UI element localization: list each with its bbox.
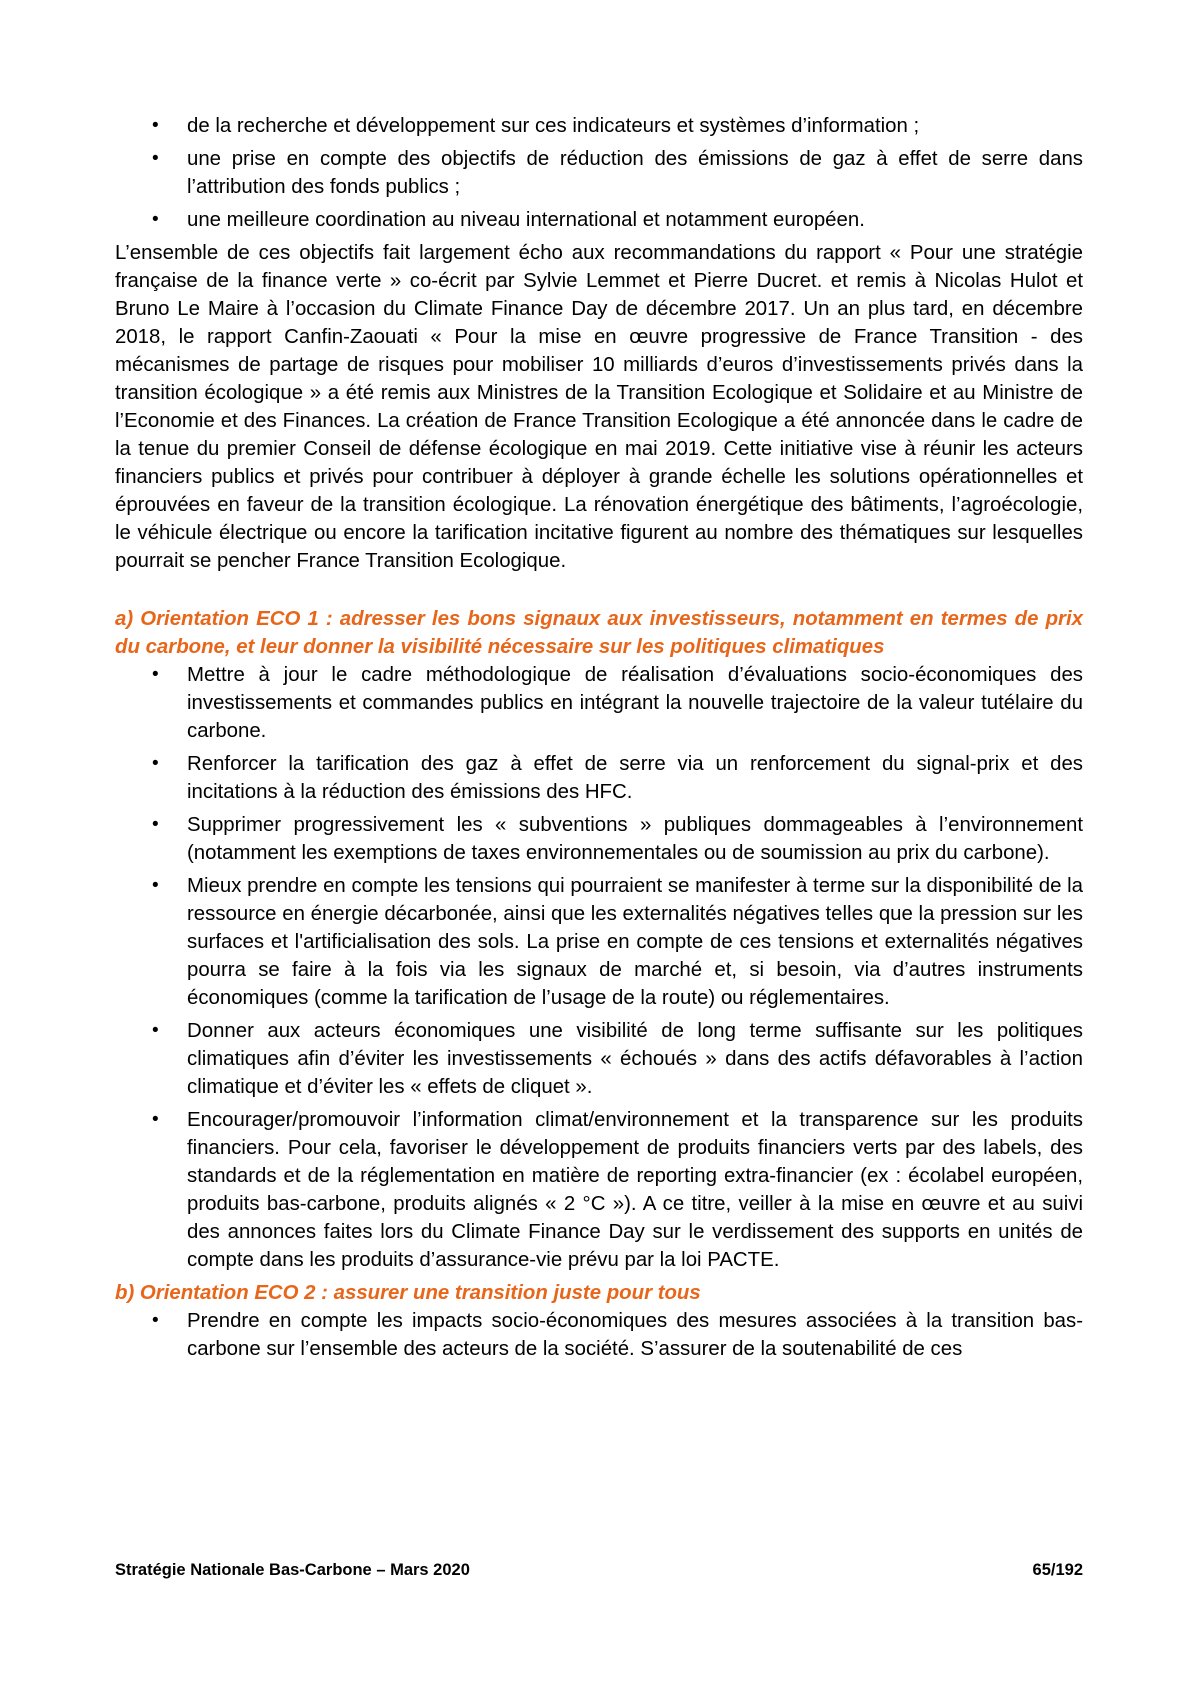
list-item: • de la recherche et développement sur ces indicateurs et systèmes d’information ; xyxy=(115,112,1083,140)
page-content xyxy=(115,112,1083,1368)
footer-title: Stratégie Nationale Bas-Carbone – Mars 2020 xyxy=(115,1561,470,1579)
bullet-icon: • xyxy=(152,814,159,835)
bullet-icon: • xyxy=(152,664,159,685)
eco1-bullet-list xyxy=(115,661,1083,1274)
bullet-icon: • xyxy=(152,1310,159,1331)
intro-bullet-list xyxy=(115,112,1083,234)
body-paragraph: L’ensemble de ces objectifs fait largement écho aux recommandations du rapport « Pour une stratégie française de la finance verte » co-écrit par Sylvie Lemmet et Pierre Ducret. et remis à Nicolas Hulot et Bruno Le Maire à l’occasion du Climate Finance Day de décembre 2017. Un an plus tard, en décembre 2018, le rapport Canfin-Zaouati « Pour la mise en œuvre progressive de France Transition - des mécanismes de partage de risques pour mobiliser 10 milliards d’euros d’investissements privés dans la transition écologique » a été remis aux Ministres de la Transition Ecologique et Solidaire et au Ministre de l’Economie et des Finances. La création de France Transition Ecologique a été annoncée dans le cadre de la tenue du premier Conseil de défense écologique en mai 2019. Cette initiative vise à réunir les acteurs financiers publics et privés pour contribuer à déployer à grande échelle les solutions opérationnelles et éprouvées en faveur de la transition écologique. La rénovation énergétique des bâtiments, l’agroécologie, le véhicule électrique ou encore la tarification incitative figurent au nombre des thématiques sur lesquelles pourrait se pencher France Transition Ecologique. xyxy=(115,242,1083,572)
section-heading-eco1: a) Orientation ECO 1 : adresser les bons signaux aux investisseurs, notamment en termes de prix du carbone, et leur donner la visibilité nécessaire sur les politiques climatiques xyxy=(115,608,1083,658)
eco2-bullet-list xyxy=(115,1307,1083,1363)
section-heading-eco2: b) Orientation ECO 2 : assurer une transition juste pour tous xyxy=(115,1282,701,1304)
list-item: • Supprimer progressivement les « subventions » publiques dommageables à l’environnement (notamment les exemptions de taxes environnementales ou de soumission au prix du carbone). xyxy=(115,811,1083,867)
bullet-icon: • xyxy=(152,1020,159,1041)
bullet-icon: • xyxy=(152,753,159,774)
list-item: • Donner aux acteurs économiques une visibilité de long terme suffisante sur les politiques climatiques afin d’éviter les investissements « échoués » dans des actifs défavorables à l’action climatique et d’éviter les « effets de cliquet ». xyxy=(115,1017,1083,1101)
list-item: • une meilleure coordination au niveau international et notamment européen. xyxy=(115,206,1083,234)
bullet-icon: • xyxy=(152,115,159,136)
bullet-icon: • xyxy=(152,209,159,230)
bullet-icon: • xyxy=(152,1109,159,1130)
list-item: • Prendre en compte les impacts socio-économiques des mesures associées à la transition bas-carbone sur l’ensemble des acteurs de la société. S’assurer de la soutenabilité de ces xyxy=(115,1307,1083,1363)
bullet-icon: • xyxy=(152,875,159,896)
list-item: • Renforcer la tarification des gaz à effet de serre via un renforcement du signal-prix et des incitations à la réduction des émissions des HFC. xyxy=(115,750,1083,806)
list-item: • Encourager/promouvoir l’information climat/environnement et la transparence sur les produits financiers. Pour cela, favoriser le développement de produits financiers verts par des labels, des standards et de la réglementation en matière de reporting extra-financier (ex : écolabel européen, produits bas-carbone, produits alignés « 2 °C »). A ce titre, veiller à la mise en œuvre et au suivi des annonces faites lors du Climate Finance Day sur le verdissement des supports en unités de compte dans les produits d’assurance-vie prévu par la loi PACTE. xyxy=(115,1106,1083,1274)
list-item: • Mettre à jour le cadre méthodologique de réalisation d’évaluations socio-économiques des investissements et commandes publics en intégrant la nouvelle trajectoire de la valeur tutélaire du carbone. xyxy=(115,661,1083,745)
bullet-icon: • xyxy=(152,148,159,169)
page-number: 65/192 xyxy=(1032,1561,1083,1579)
page-footer xyxy=(115,1561,1083,1580)
list-item: • Mieux prendre en compte les tensions qui pourraient se manifester à terme sur la disponibilité de la ressource en énergie décarbonée, ainsi que les externalités négatives telles que la pression sur les surfaces et l'artificialisation des sols. La prise en compte de ces tensions et externalités négatives pourra se faire à la fois via les signaux de marché et, si besoin, via d’autres instruments économiques (comme la tarification de l’usage de la route) ou réglementaires. xyxy=(115,872,1083,1012)
list-item: • une prise en compte des objectifs de réduction des émissions de gaz à effet de serre dans l’attribution des fonds publics ; xyxy=(115,145,1083,201)
